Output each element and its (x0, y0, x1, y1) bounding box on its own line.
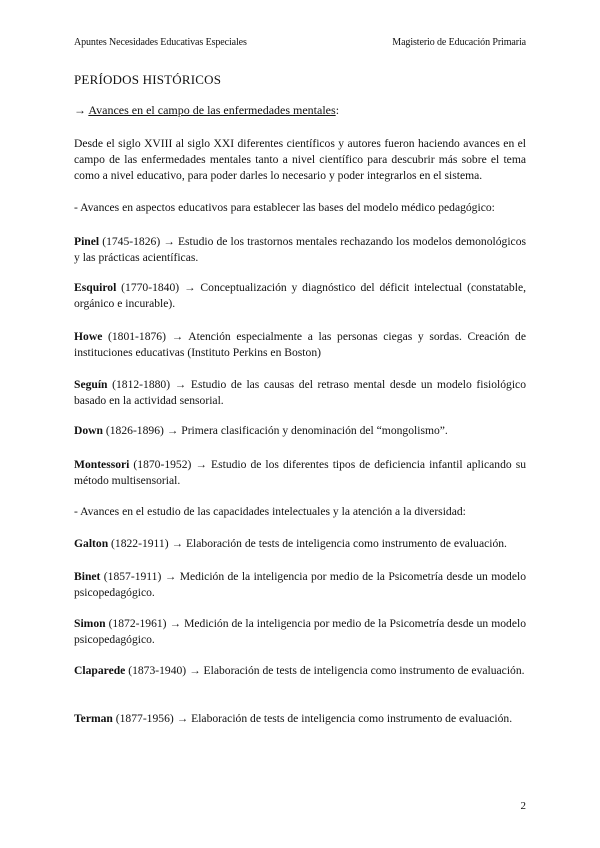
entry-text: (1857-1911) → Medición de la inteligencia por medio de la Psicometría desde un modelo psicopedagógico. (74, 570, 526, 599)
entry-seguin (74, 377, 526, 409)
header-left: Apuntes Necesidades Educativas Especiales (74, 37, 247, 48)
entry-esquirol (74, 280, 526, 312)
entry-name: Terman (74, 712, 113, 725)
entry-text: (1801-1876) → Atención especialmente a las personas ciegas y sordas. Creación de instituciones educativas (Instituto Perkins en Boston) (74, 330, 526, 359)
section-heading-colon: : (335, 103, 340, 117)
subsection-heading-2: - Avances en el estudio de las capacidades intelectuales y la atención a la diversidad: (74, 505, 466, 518)
entry-name: Galton (74, 537, 109, 550)
section-heading (74, 103, 339, 118)
entry-text: (1877-1956) → Elaboración de tests de inteligencia como instrumento de evaluación. (112, 712, 513, 725)
entry-text: (1872-1961) → Medición de la inteligencia por medio de la Psicometría desde un modelo psicopedagógico. (74, 617, 526, 646)
entry-claparede (74, 663, 526, 679)
entry-name: Montessori (74, 458, 130, 471)
entry-text: (1873-1940) → Elaboración de tests de inteligencia como instrumento de evaluación. (125, 664, 525, 677)
entry-galton (74, 536, 526, 552)
entry-name: Simon (74, 617, 106, 630)
entry-text: (1822-1911) → Elaboración de tests de inteligencia como instrumento de evaluación. (108, 537, 507, 550)
entry-name: Esquirol (74, 281, 117, 294)
entry-text: (1812-1880) → Estudio de las causas del retraso mental desde un modelo fisiológico basado en la actividad sensorial. (74, 378, 526, 407)
entry-name: Seguín (74, 378, 108, 391)
subsection-heading-1: - Avances en aspectos educativos para establecer las bases del modelo médico pedagógico: (74, 201, 495, 214)
page-title: PERÍODOS HISTÓRICOS (74, 72, 222, 87)
entry-terman (74, 711, 526, 727)
entry-name: Howe (74, 330, 103, 343)
entry-text: (1870-1952) → Estudio de los diferentes tipos de deficiencia infantil aplicando su método multisensorial. (74, 458, 526, 487)
entry-simon (74, 616, 526, 648)
arrow-glyph: → (74, 103, 86, 117)
entry-pinel (74, 234, 526, 266)
entry-binet (74, 569, 526, 601)
header-right: Magisterio de Educación Primaria (392, 37, 526, 48)
entry-howe (74, 329, 526, 361)
entry-name: Claparede (74, 664, 126, 677)
entry-text: (1745-1826) → Estudio de los trastornos mentales rechazando los modelos demonológicos y las prácticas acientíficas. (74, 235, 526, 264)
entry-name: Down (74, 424, 103, 437)
section-heading-label: Avances en el campo de las enfermedades mentales (88, 103, 336, 117)
intro-paragraph: Desde el siglo XVIII al siglo XXI diferentes científicos y autores fueron haciendo avances en el campo de las enfermedades mentales tanto a nivel científico para descubrir más sobre el tema como a nivel educativo, para poder darles lo necesario y poder integrarlos en el sistema. (74, 137, 526, 182)
entry-text: (1770-1840) → Conceptualización y diagnóstico del déficit intelectual (constatable, orgánico e incurable). (74, 281, 526, 310)
entry-down (74, 423, 526, 439)
page-number: 2 (520, 800, 526, 812)
entry-text: (1826-1896) → Primera clasificación y denominación del “mongolismo”. (103, 424, 448, 437)
entry-name: Pinel (74, 235, 100, 248)
entry-montessori (74, 457, 526, 489)
entry-name: Binet (74, 570, 101, 583)
